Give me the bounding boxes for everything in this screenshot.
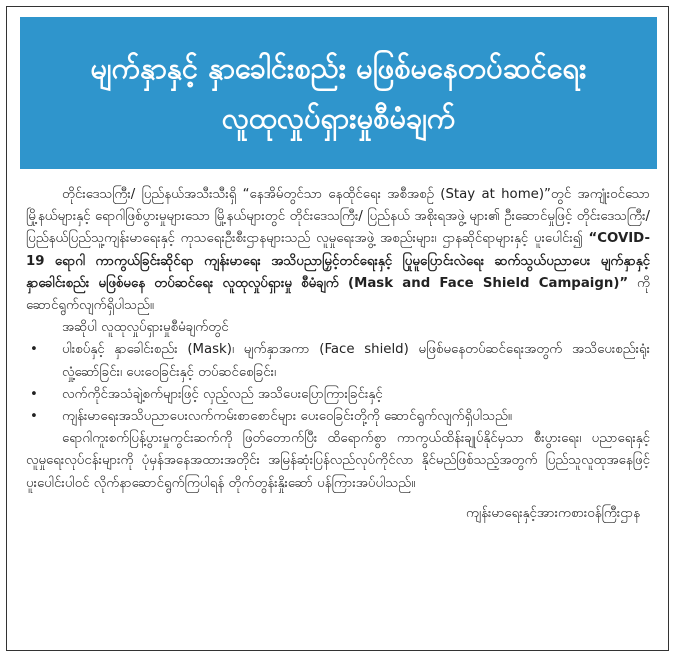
title-line-1: မျက်နှာနှင့် နှာခေါင်းစည်း မဖြစ်မနေတပ်ဆင်ရေး bbox=[90, 51, 587, 85]
notice-body bbox=[26, 184, 650, 525]
activity-text: ပါးစပ်နှင့် နှာခေါင်းစည်း (Mask)၊ မျက်နှာအကာ (Face shield) မဖြစ်မနေတပ်ဆင်ရေးအတွက် အသိပေးစည်းရုံး လှုံ့ဆော်ခြင်း၊ ပေးဝေခြင်းနှင့် တပ်ဆင်စေခြင်း၊ bbox=[62, 342, 650, 380]
bullet-marker: • bbox=[30, 342, 38, 358]
activity-text: ကျန်းမာရေးအသိပညာပေးလက်ကမ်းစာစောင်များ ပေးဝေခြင်းတို့ကို ဆောင်ရွက်လျက်ရှိပါသည်။ bbox=[62, 409, 512, 425]
paragraph-1-part-c: ကို ဆောင်ရွက်လျက်ရှိပါသည်။ bbox=[26, 275, 650, 314]
title-line-2: လူထုလှုပ်ရှားမှုစီမံချက် bbox=[221, 101, 456, 135]
bullet-marker: • bbox=[30, 409, 38, 425]
paragraph-2: ရောဂါကူးစက်ပြန့်ပွားမှုကွင်းဆက်ကို ဖြတ်တောက်ပြီး ထိရောက်စွာ ကာကွယ်ထိန်းချုပ်နိုင်မှသာ စီးပွားရေး၊ ပညာရေးနှင့် လူမှုရေးလုပ်ငန်းများကို ပုံမှန်အနေအထားအတိုင်း အမြန်ဆုံးပြန်လည်လုပ်ကိုင်လာ နိုင်မည်ဖြစ်သည့်အတွက် ပြည်သူလူထုအနေဖြင့် ပူးပေါင်းပါဝင် လိုက်နာဆောင်ရွက်ကြပါရန် တိုက်တွန်းနှိုးဆော် ပန်ကြားအပ်ပါသည်။ bbox=[26, 431, 650, 491]
title-banner bbox=[20, 17, 657, 169]
bullets-intro: အဆိုပါ လူထုလှုပ်ရှားမှုစီမံချက်တွင် bbox=[62, 320, 229, 336]
activity-text: လက်ကိုင်အသံချဲ့စက်များဖြင့် လှည့်လည် အသိပေးပြောကြားခြင်းနှင့် bbox=[62, 386, 383, 402]
activity-item bbox=[26, 384, 650, 406]
paragraph-1 bbox=[26, 184, 650, 317]
paragraph-1-part-a: တိုင်းဒေသကြီး/ ပြည်နယ်အသီးသီးရှိ “နေအိမ်တွင်သာ နေထိုင်ရေး အစီအစဉ် (Stay at home)”တွင် အကျုံးဝင်သော မြို့နယ်များနှင့် ရောဂါဖြစ်ပွားမှုများသော မြို့နယ်များတွင် တိုင်းဒေသကြီး/ ပြည်နယ် အစိုးရအဖွဲ့ များ၏ ဦးဆောင်မှုဖြင့် တိုင်းဒေသကြီး/ပြည်နယ်ပြည်သူ့ကျန်းမာရေးနှင့် ကုသရေးဦးစီးဌာနများသည် လူမှုရေးအဖွဲ့ အစည်းများ၊ ဌာနဆိုင်ရာများနှင့် ပူးပေါင်း၍ bbox=[26, 187, 650, 247]
bullet-marker: • bbox=[30, 386, 38, 402]
activity-list bbox=[26, 339, 650, 428]
campaign-name: “COVID-19 ရောဂါ ကာကွယ်ခြင်းဆိုင်ရာ ကျန်းမာရေး အသိပညာမြှင့်တင်ရေးနှင့် ပြုမူပြောင်းလဲရေး ဆက်သွယ်ပညာပေး မျက်နှာနှင့် နှာခေါင်းစည်း မဖြစ်မနေ တပ်ဆင်ရေး လူထုလှုပ်ရှားမှု စီမံချက် (Mask and Face Shield Campaign)” bbox=[26, 231, 650, 291]
issuer-signature: ကျန်းမာရေးနှင့်အားကစားဝန်ကြီးဌာန bbox=[466, 505, 640, 521]
activity-item bbox=[26, 406, 650, 428]
activity-item bbox=[26, 339, 650, 383]
